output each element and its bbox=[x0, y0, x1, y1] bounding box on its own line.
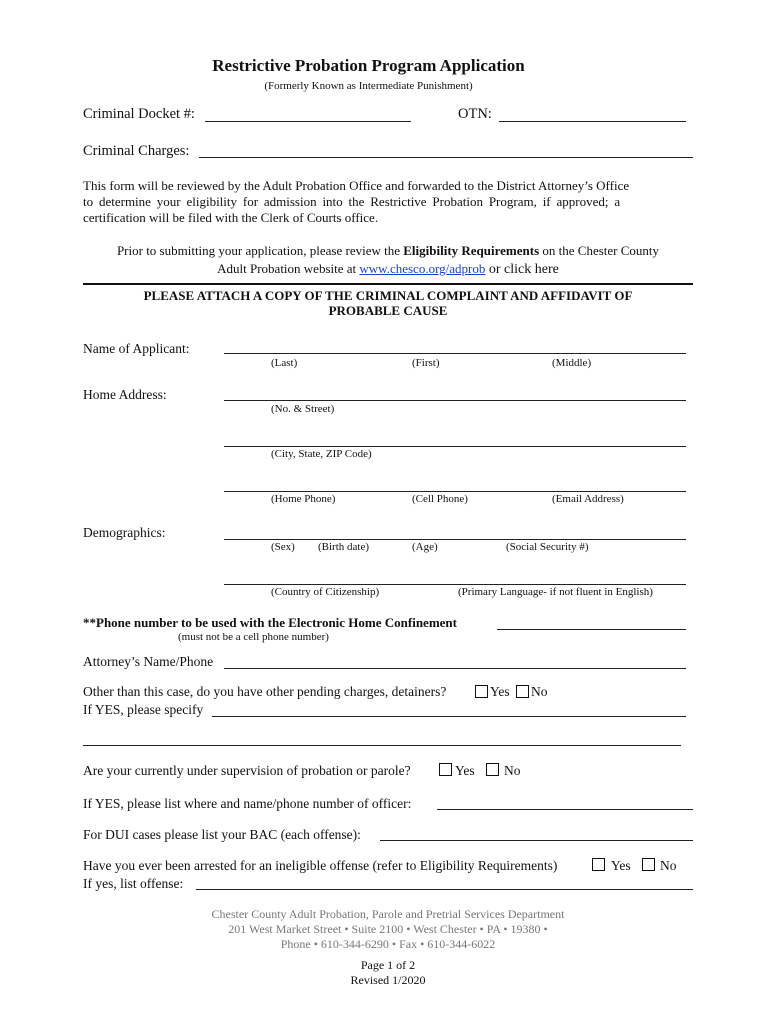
click-here-text[interactable]: or click here bbox=[485, 262, 559, 277]
country-caption: (Country of Citizenship) bbox=[271, 586, 380, 598]
charges-input[interactable] bbox=[199, 142, 693, 158]
age-caption: (Age) bbox=[412, 541, 438, 553]
section-rule bbox=[83, 283, 693, 285]
docket-label: Criminal Docket #: bbox=[83, 106, 195, 122]
otn-underline bbox=[499, 121, 686, 122]
page-title: Restrictive Probation Program Application bbox=[212, 56, 525, 75]
ineligible-yes-checkbox[interactable] bbox=[592, 858, 605, 871]
intro-line-2: to determine your eligibility for admission into the Restrictive Probation Program, if approved; a bbox=[83, 194, 621, 209]
pending-no-checkbox[interactable] bbox=[516, 685, 529, 698]
phones-email-input[interactable] bbox=[224, 475, 686, 491]
docket-input[interactable] bbox=[205, 105, 411, 121]
otn-input[interactable] bbox=[499, 105, 686, 121]
eligibility-line-1 bbox=[0, 243, 776, 259]
ineligible-no-label: No bbox=[660, 858, 677, 873]
pending-specify-input-2[interactable] bbox=[83, 729, 681, 745]
revision-date: Revised 1/2020 bbox=[350, 973, 426, 987]
city-state-zip-input[interactable] bbox=[224, 430, 686, 446]
supervision-yes-label: Yes bbox=[455, 763, 475, 778]
home-phone-caption: (Home Phone) bbox=[271, 493, 336, 505]
charges-label: Criminal Charges: bbox=[83, 143, 190, 159]
ineligible-yes-label: Yes bbox=[611, 858, 631, 873]
demographics-underline bbox=[224, 539, 686, 540]
intro-line-3: certification will be filed with the Clerk of Courts office. bbox=[83, 210, 379, 225]
ineligible-no-checkbox[interactable] bbox=[642, 858, 655, 871]
intro-line-1: This form will be reviewed by the Adult Probation Office and forwarded to the District Attorney’s Office bbox=[83, 178, 630, 193]
docket-underline bbox=[205, 121, 411, 122]
city-caption: (City, State, ZIP Code) bbox=[271, 448, 372, 460]
page-number: Page 1 of 2 bbox=[360, 958, 416, 972]
officer-label: If YES, please list where and name/phone number of officer: bbox=[83, 796, 412, 811]
officer-input[interactable] bbox=[437, 794, 693, 810]
footer-department: Chester County Adult Probation, Parole and Pretrial Services Department bbox=[211, 907, 565, 921]
demographics-input[interactable] bbox=[224, 523, 686, 539]
citizenship-underline bbox=[224, 584, 686, 585]
address-label: Home Address: bbox=[83, 387, 167, 402]
city-underline bbox=[224, 446, 686, 447]
applicant-name-input[interactable] bbox=[224, 338, 686, 354]
eligibility-suffix: on the Chester County bbox=[539, 243, 660, 258]
street-underline bbox=[224, 400, 686, 401]
supervision-no-checkbox[interactable] bbox=[486, 763, 499, 776]
pending-yes-checkbox[interactable] bbox=[475, 685, 488, 698]
applicant-last-caption: (Last) bbox=[271, 357, 298, 369]
pending-yes-label: Yes bbox=[490, 684, 510, 699]
sex-caption: (Sex) bbox=[271, 541, 295, 553]
dui-label: For DUI cases please list your BAC (each offense): bbox=[83, 827, 361, 842]
footer-address: 201 West Market Street • Suite 2100 • West Chester • PA • 19380 • bbox=[228, 922, 548, 936]
attorney-underline bbox=[224, 668, 686, 669]
supervision-no-label: No bbox=[504, 763, 521, 778]
ineligible-list-label: If yes, list offense: bbox=[83, 876, 184, 891]
applicant-label: Name of Applicant: bbox=[83, 341, 190, 356]
page-subtitle: (Formerly Known as Intermediate Punishment) bbox=[264, 80, 473, 92]
pending-specify-underline-2 bbox=[83, 745, 681, 746]
cell-phone-caption: (Cell Phone) bbox=[412, 493, 468, 505]
ssn-caption: (Social Security #) bbox=[506, 541, 589, 553]
street-input[interactable] bbox=[224, 384, 686, 400]
supervision-yes-checkbox[interactable] bbox=[439, 763, 452, 776]
charges-underline bbox=[199, 157, 693, 158]
dui-underline bbox=[380, 840, 693, 841]
pending-specify-input[interactable] bbox=[212, 701, 686, 717]
eligibility-requirements-bold: Eligibility Requirements bbox=[403, 243, 540, 258]
birth-caption: (Birth date) bbox=[318, 541, 370, 553]
eligibility-prefix: Prior to submitting your application, please review the bbox=[116, 243, 404, 258]
language-caption: (Primary Language- if not fluent in English) bbox=[458, 586, 653, 598]
email-caption: (Email Address) bbox=[552, 493, 624, 505]
ineligible-list-underline bbox=[196, 889, 693, 890]
eligibility-line-2 bbox=[0, 261, 776, 278]
otn-label: OTN: bbox=[458, 106, 492, 122]
dui-bac-input[interactable] bbox=[380, 825, 693, 841]
pending-specify-label: If YES, please specify bbox=[83, 702, 204, 717]
attorney-label: Attorney’s Name/Phone bbox=[83, 654, 214, 669]
citizenship-language-input[interactable] bbox=[224, 568, 686, 584]
attach-line-1: PLEASE ATTACH A COPY OF THE CRIMINAL COMPLAINT AND AFFIDAVIT OF bbox=[143, 288, 633, 303]
adprob-link[interactable]: www.chesco.org/adprob bbox=[359, 261, 486, 276]
applicant-middle-caption: (Middle) bbox=[552, 357, 592, 369]
street-caption: (No. & Street) bbox=[271, 403, 335, 415]
attorney-input[interactable] bbox=[224, 653, 686, 669]
pending-no-label: No bbox=[531, 684, 548, 699]
attach-line-2: PROBABLE CAUSE bbox=[328, 303, 448, 318]
eligibility-line2-prefix: Adult Probation website at bbox=[217, 261, 360, 276]
ehc-phone-note: (must not be a cell phone number) bbox=[178, 631, 329, 643]
ineligible-question: Have you ever been arrested for an ineligible offense (refer to Eligibility Requirements) bbox=[83, 858, 558, 873]
applicant-first-caption: (First) bbox=[412, 357, 440, 369]
ineligible-list-input[interactable] bbox=[196, 874, 693, 890]
demographics-label: Demographics: bbox=[83, 525, 166, 540]
officer-underline bbox=[437, 809, 693, 810]
footer-phone: Phone • 610-344-6290 • Fax • 610-344-6022 bbox=[280, 937, 496, 951]
supervision-question: Are your currently under supervision of probation or parole? bbox=[83, 763, 411, 778]
phones-underline bbox=[224, 491, 686, 492]
applicant-underline bbox=[224, 353, 686, 354]
ehc-phone-underline bbox=[497, 629, 686, 630]
ehc-phone-label: **Phone number to be used with the Electronic Home Confinement bbox=[83, 615, 457, 630]
ehc-phone-input[interactable] bbox=[497, 614, 686, 630]
pending-question: Other than this case, do you have other pending charges, detainers? bbox=[83, 684, 447, 699]
pending-specify-underline bbox=[212, 716, 686, 717]
